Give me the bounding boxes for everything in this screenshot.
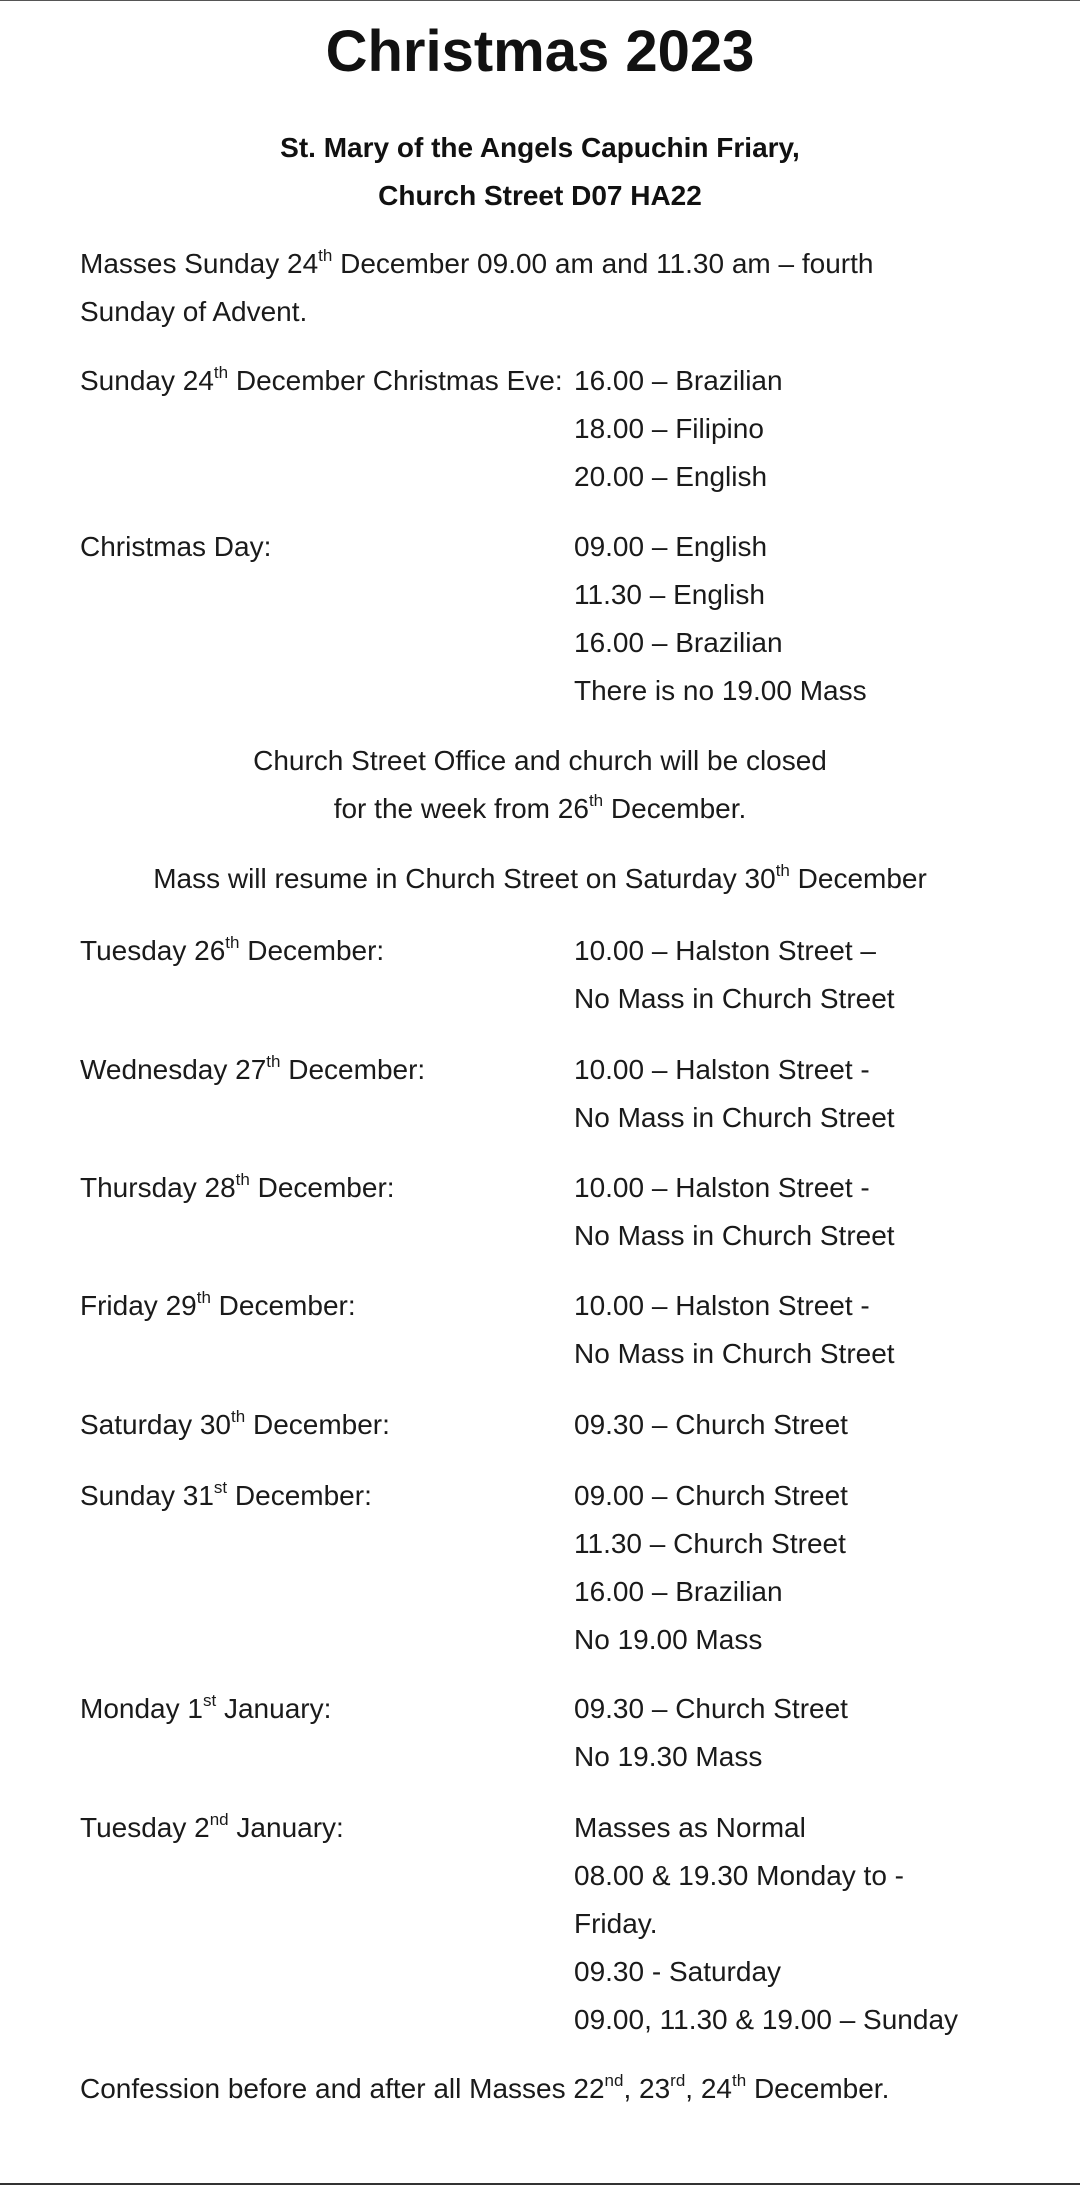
- mass-time: 10.00 – Halston Street -: [574, 1054, 870, 1085]
- mass-time: No 19.30 Mass: [574, 1741, 763, 1772]
- mass-time: No 19.00 Mass: [574, 1624, 763, 1655]
- schedule-times: [574, 1164, 895, 1260]
- schedule-day-label: Monday 1st January:: [80, 1690, 332, 1724]
- mass-time: No Mass in Church Street: [574, 983, 895, 1014]
- mass-time: 10.00 – Halston Street –: [574, 935, 876, 966]
- mass-time: 10.00 – Halston Street -: [574, 1172, 870, 1203]
- closure-notice: [0, 737, 1080, 833]
- friary-street: Church Street D07 HA22: [378, 180, 702, 211]
- mass-time: Masses as Normal: [574, 1812, 806, 1843]
- schedule-times: [574, 1804, 958, 2044]
- confession-notice: Confession before and after all Masses 22nd, 23rd, 24th December.: [80, 2070, 890, 2104]
- christmas-day-times: [574, 523, 867, 715]
- friary-address: [0, 124, 1080, 220]
- christmas-day-label: Christmas Day:: [80, 531, 272, 562]
- mass-time: 16.00 – Brazilian: [574, 365, 783, 396]
- schedule-times: [574, 1685, 848, 1781]
- mass-time: 16.00 – Brazilian: [574, 627, 783, 658]
- top-border: [0, 0, 1080, 1]
- friary-name: St. Mary of the Angels Capuchin Friary,: [280, 132, 800, 163]
- schedule-times: [574, 1472, 848, 1664]
- mass-time: 09.00 – Church Street: [574, 1480, 848, 1511]
- schedule-day-label: Thursday 28th December:: [80, 1169, 395, 1203]
- resume-notice: Mass will resume in Church Street on Saturday 30th December: [153, 860, 927, 894]
- schedule-times: [574, 1282, 895, 1378]
- mass-time: 20.00 – English: [574, 461, 768, 492]
- closure-line-2: for the week from 26th December.: [333, 790, 747, 824]
- advent-line-2: Sunday of Advent.: [80, 296, 308, 327]
- christmas-eve-label: Sunday 24th December Christmas Eve:: [80, 362, 563, 396]
- mass-time: There is no 19.00 Mass: [574, 675, 867, 706]
- mass-time: 18.00 – Filipino: [574, 413, 764, 444]
- schedule-day-label: Tuesday 26th December:: [80, 932, 385, 966]
- mass-time: 10.00 – Halston Street -: [574, 1290, 870, 1321]
- schedule-day-label: Tuesday 2nd January:: [80, 1809, 344, 1843]
- mass-time: No Mass in Church Street: [574, 1220, 895, 1251]
- advent-line-1: Masses Sunday 24th December 09.00 am and 11.30 am – fourth: [80, 245, 874, 279]
- mass-time: 08.00 & 19.30 Monday to -: [574, 1860, 904, 1891]
- mass-time: 09.00, 11.30 & 19.00 – Sunday: [574, 2004, 959, 2035]
- advent-masses-paragraph: [80, 240, 1020, 336]
- christmas-eve-times: [574, 357, 783, 501]
- schedule-day-label: Friday 29th December:: [80, 1287, 356, 1321]
- mass-time: 09.30 - Saturday: [574, 1956, 782, 1987]
- schedule-day-label: Wednesday 27th December:: [80, 1051, 426, 1085]
- schedule-times: [574, 1046, 895, 1142]
- mass-time: 09.00 – English: [574, 531, 768, 562]
- mass-time: No Mass in Church Street: [574, 1102, 895, 1133]
- mass-time: Friday.: [574, 1908, 658, 1939]
- mass-time: 09.30 – Church Street: [574, 1409, 848, 1440]
- schedule-day-label: Saturday 30th December:: [80, 1406, 390, 1440]
- mass-time: 16.00 – Brazilian: [574, 1576, 783, 1607]
- mass-time: 11.30 – English: [574, 579, 765, 610]
- mass-time: 11.30 – Church Street: [574, 1528, 846, 1559]
- schedule-times: [574, 927, 895, 1023]
- closure-line-1: Church Street Office and church will be closed: [253, 745, 827, 776]
- page-title: Christmas 2023: [325, 19, 755, 84]
- schedule-day-label: Sunday 31st December:: [80, 1477, 372, 1511]
- mass-time: No Mass in Church Street: [574, 1338, 895, 1369]
- schedule-times: [574, 1401, 848, 1449]
- mass-time: 09.30 – Church Street: [574, 1693, 848, 1724]
